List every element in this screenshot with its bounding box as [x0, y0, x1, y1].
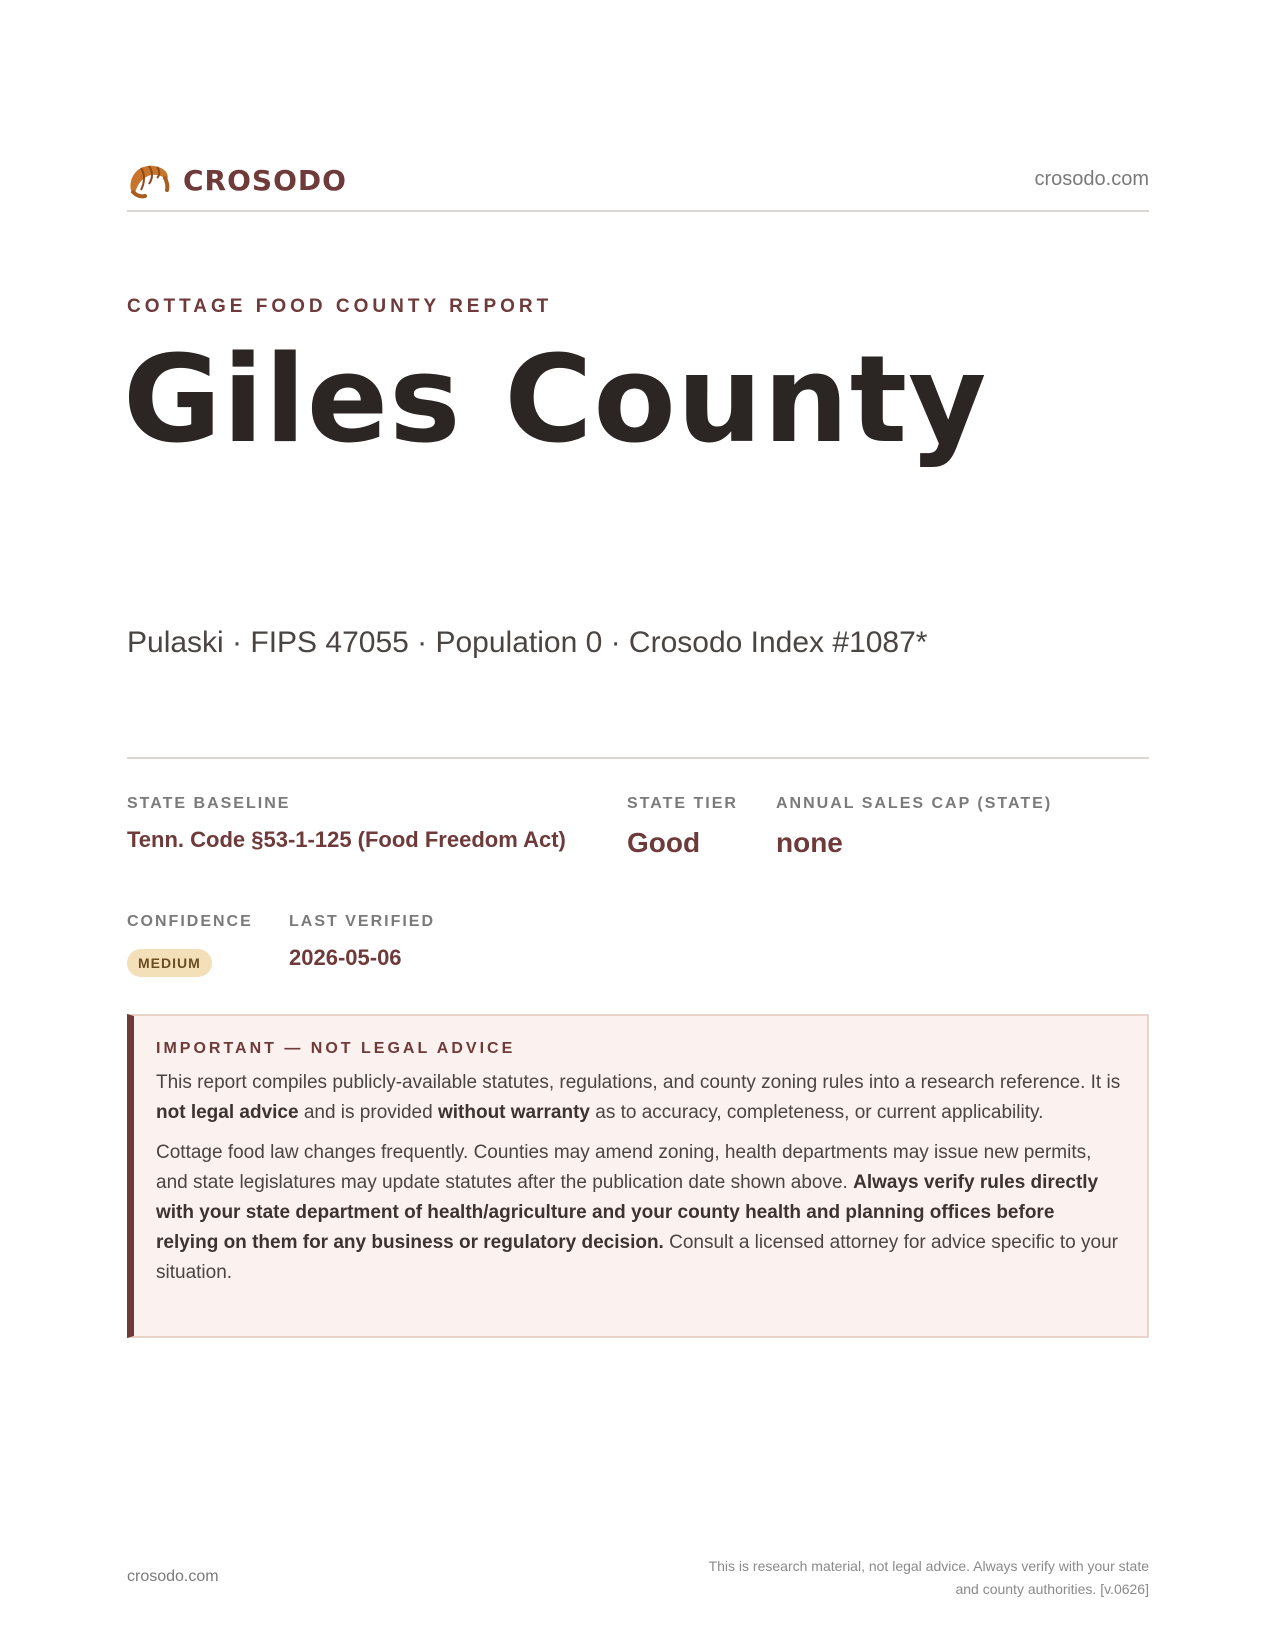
- last-verified-value: 2026-05-06: [289, 945, 402, 970]
- footer-disclaimer-line: This is research material, not legal advice. Always verify with your state: [708, 1558, 1149, 1574]
- state-tier-label: STATE TIER: [627, 795, 738, 812]
- brand-name: CROSODO: [183, 163, 347, 197]
- status-badge: MEDIUM: [127, 949, 212, 977]
- page-title: Giles County: [123, 331, 988, 470]
- notice-emphasis: not legal advice: [156, 1102, 299, 1123]
- notice-text: Consult a licensed attorney for advice specific to your situation.: [156, 1232, 1118, 1283]
- header-divider: [127, 210, 1149, 212]
- sales-cap-value: none: [776, 827, 843, 858]
- confidence-label: CONFIDENCE: [127, 913, 253, 930]
- state-baseline-value: Tenn. Code §53-1-125 (Food Freedom Act): [127, 827, 566, 852]
- sales-cap-field: [776, 795, 1052, 859]
- report-kicker: COTTAGE FOOD COUNTY REPORT: [127, 296, 553, 317]
- header-site-url[interactable]: crosodo.com: [1034, 168, 1149, 190]
- report-page: [123, 0, 1149, 1650]
- notice-paragraph-2: [156, 1138, 1121, 1288]
- report-subtitle: Pulaski · FIPS 47055 · Population 0 · Crosodo Index #1087*: [127, 626, 928, 659]
- notice-emphasis: Always verify rules directly with your state department of health/agriculture and your county health and planning offices before relying on them for any business or regulatory decision.: [156, 1172, 1099, 1253]
- croissant-icon: [127, 160, 171, 200]
- footer-site-url[interactable]: crosodo.com: [127, 1568, 219, 1585]
- brand[interactable]: [127, 160, 347, 200]
- notice-heading: IMPORTANT — NOT LEGAL ADVICE: [156, 1040, 516, 1057]
- last-verified-field: [289, 913, 435, 971]
- state-baseline-field: [127, 795, 566, 853]
- notice-text: Cottage food law changes frequently. Counties may amend zoning, health departments may issue new permits, and state legislatures may update statutes after the publication date shown above.: [156, 1142, 1092, 1193]
- footer-disclaimer: [629, 1555, 1149, 1601]
- state-baseline-label: STATE BASELINE: [127, 795, 291, 812]
- notice-paragraph-1: [156, 1068, 1121, 1128]
- notice-text: and is provided: [298, 1102, 438, 1123]
- confidence-field: [127, 913, 253, 977]
- footer-disclaimer-line: and county authorities. [v.0626]: [955, 1581, 1149, 1597]
- state-tier-field: [627, 795, 738, 859]
- page-header: [127, 150, 1149, 208]
- state-tier-value: Good: [627, 827, 701, 858]
- notice-text: This report compiles publicly-available statutes, regulations, and county zoning rules into a research reference. It is: [156, 1072, 1121, 1093]
- section-divider: [127, 757, 1149, 759]
- notice-text: as to accuracy, completeness, or current applicability.: [589, 1102, 1044, 1123]
- notice-emphasis: without warranty: [437, 1102, 590, 1123]
- legal-notice: [127, 1014, 1149, 1338]
- sales-cap-label: ANNUAL SALES CAP (STATE): [776, 795, 1053, 812]
- last-verified-label: LAST VERIFIED: [289, 913, 436, 930]
